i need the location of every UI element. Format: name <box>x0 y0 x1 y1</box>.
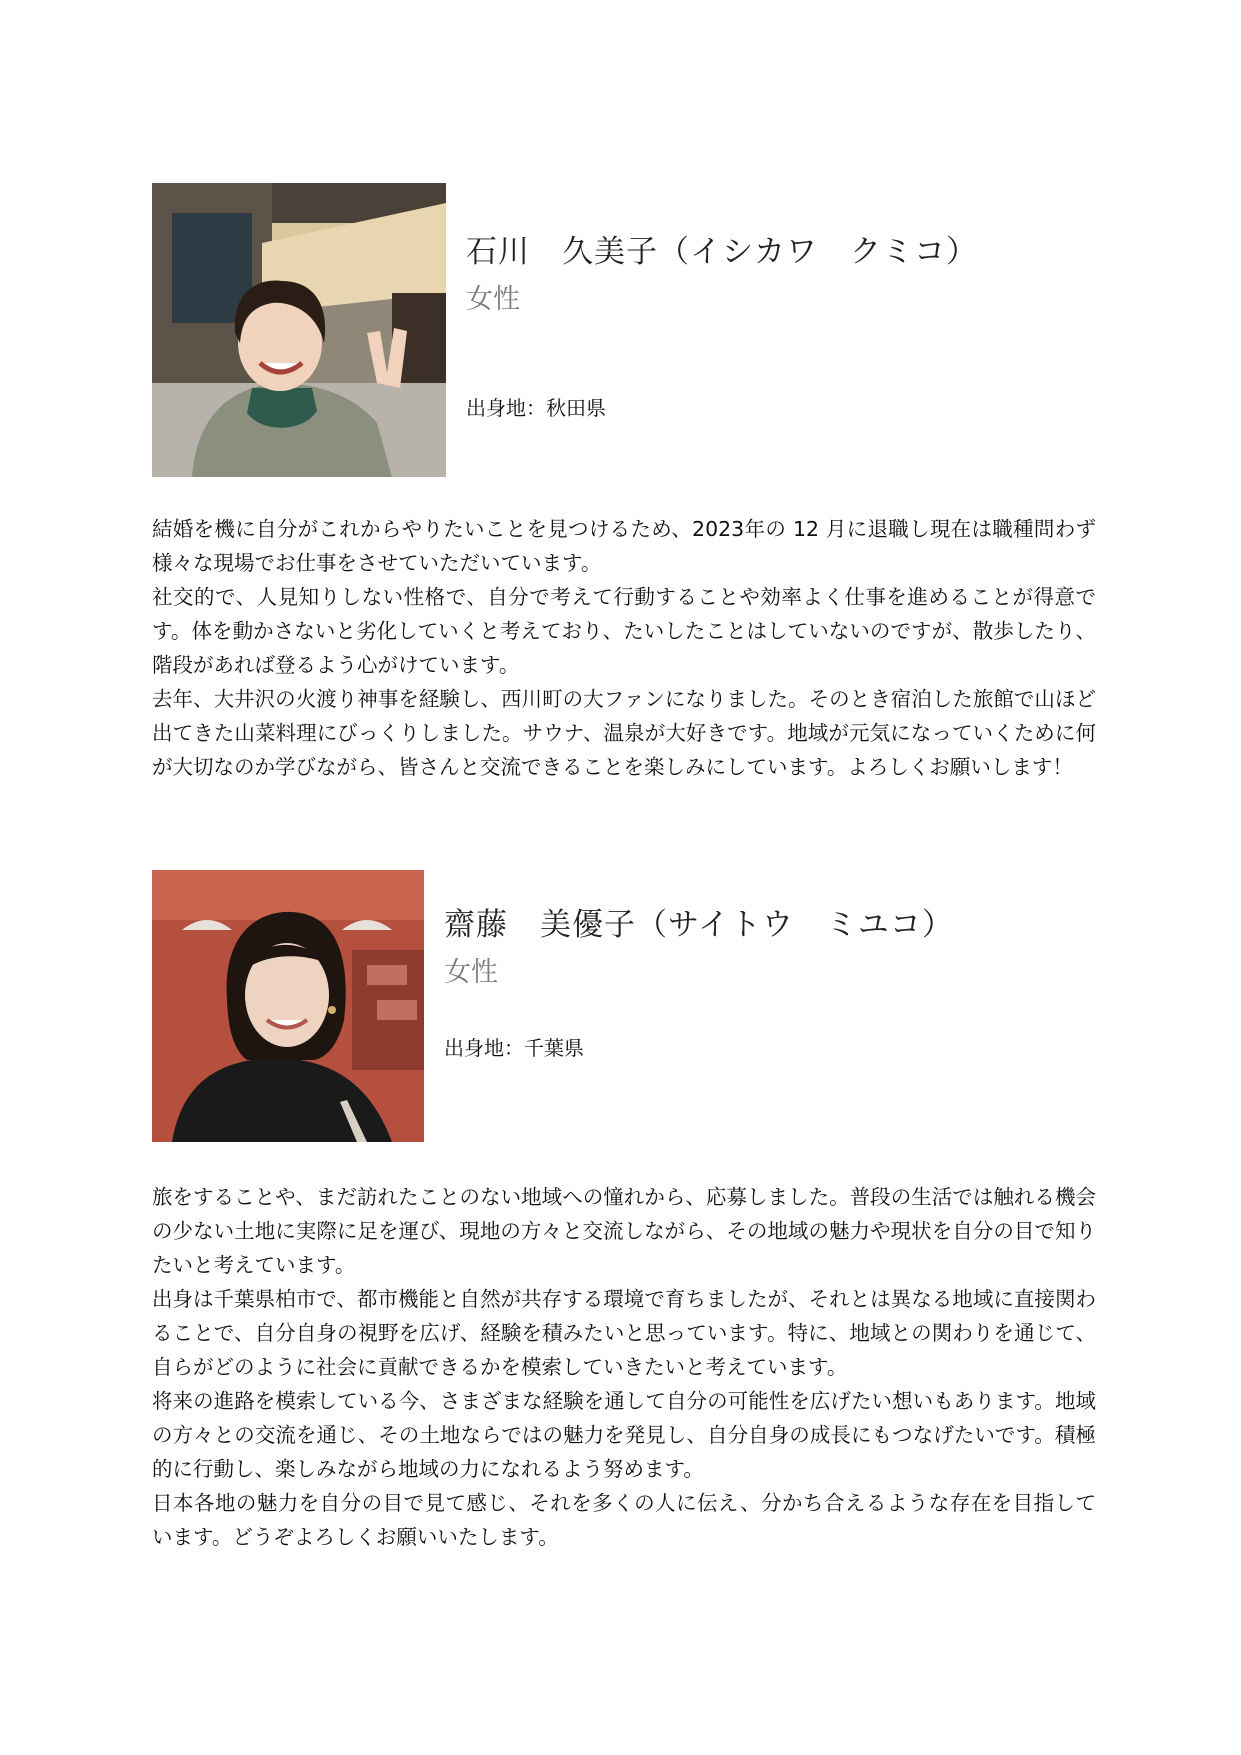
portrait-image-icon <box>152 870 424 1142</box>
profile-photo-1 <box>152 183 446 477</box>
bio-paragraph: 日本各地の魅力を自分の目で見て感じ、それを多くの人に伝え、分かち合えるような存在を目指しています。どうぞよろしくお願いいたします。 <box>152 1491 1096 1549</box>
bio-paragraph: 結婚を機に自分がこれからやりたいことを見つけるため、2023年の 12 月に退職し現在は職種問わず様々な現場でお仕事をさせていただいています。 <box>152 517 1096 575</box>
profile-photo-2 <box>152 870 424 1142</box>
bio-paragraph: 将来の進路を模索している今、さまざまな経験を通して自分の可能性を広げたい想いもあります。地域の方々との交流を通じ、その土地ならではの魅力を発見し、自分自身の成長にもつなげたいです。積極的に行動し、楽しみながら地域の力になれるよう努めます。 <box>152 1389 1096 1481</box>
portrait-image-icon <box>152 183 446 477</box>
profile-origin-1: 出身地：秋田県 <box>466 396 606 420</box>
profile-bio-1 <box>152 512 1096 784</box>
profile-gender-1: 女性 <box>466 284 520 315</box>
profile-name-1: 石川 久美子（イシカワ クミコ） <box>466 234 978 270</box>
bio-paragraph: 旅をすることや、まだ訪れたことのない地域への憧れから、応募しました。普段の生活では触れる機会の少ない土地に実際に足を運び、現地の方々と交流しながら、その地域の魅力や現状を自分の目で知りたいと考えています。 <box>152 1185 1096 1277</box>
bio-paragraph: 去年、大井沢の火渡り神事を経験し、西川町の大ファンになりました。そのとき宿泊した旅館で山ほど出てきた山菜料理にびっくりしました。サウナ、温泉が大好きです。地域が元気になっていくために何が大切なのか学びながら、皆さんと交流できることを楽しみにしています。よろしくお願いします！ <box>152 687 1096 779</box>
bio-paragraph: 出身は千葉県柏市で、都市機能と自然が共存する環境で育ちましたが、それとは異なる地域に直接関わることで、自分自身の視野を広げ、経験を積みたいと思っています。特に、地域との関わりを通じて、自らがどのように社会に貢献できるかを模索していきたいと考えています。 <box>152 1287 1096 1379</box>
profile-name-2: 齋藤 美優子（サイトウ ミユコ） <box>444 907 954 943</box>
profile-gender-2: 女性 <box>444 957 498 988</box>
bio-paragraph: 社交的で、人見知りしない性格で、自分で考えて行動することや効率よく仕事を進めることが得意です。体を動かさないと劣化していくと考えており、たいしたことはしていないのですが、散歩したり、階段があれば登るよう心がけています。 <box>152 585 1096 677</box>
profile-bio-2 <box>152 1180 1096 1554</box>
profile-origin-2: 出身地：千葉県 <box>444 1036 584 1060</box>
